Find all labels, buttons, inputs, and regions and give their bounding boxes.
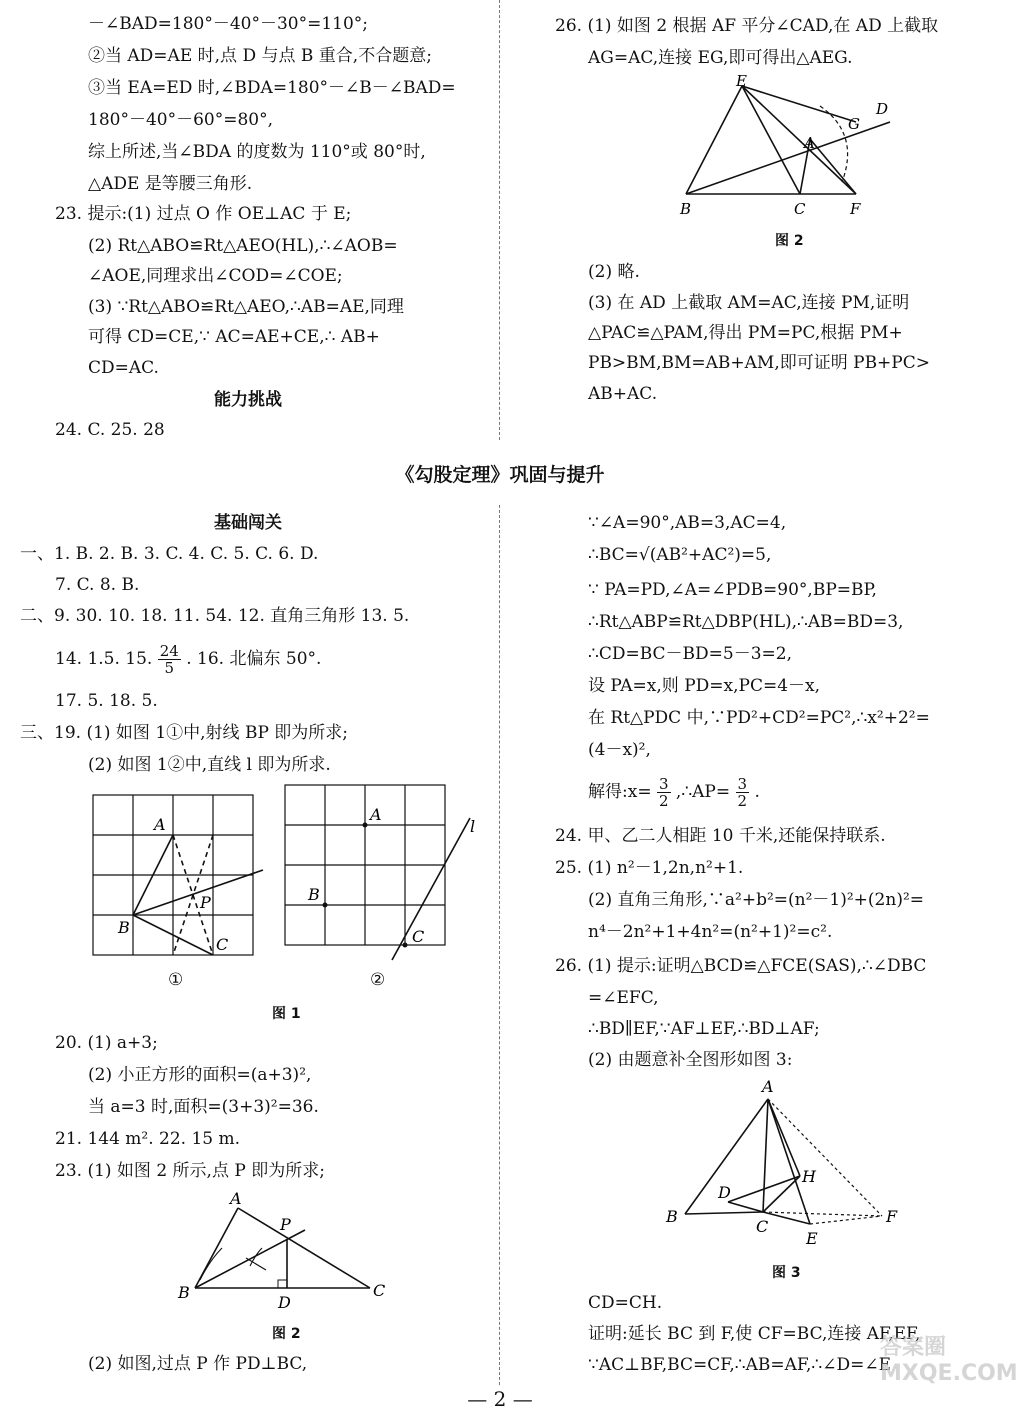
label-A: A [154,815,166,834]
text-line: ∠AOE,同理求出∠COD=∠COE; [88,266,343,286]
solve-text-c: . [754,782,760,802]
text-line: (3) ∵Rt△ABO≌Rt△AEO,∴AB=AE,同理 [88,297,404,317]
text-line: AB+AC. [588,384,658,404]
text-line: －∠BAD=180°－40°－30°=110°; [88,14,369,34]
label-E: E [736,72,747,90]
label-P: P [200,893,211,912]
text-line: ∴Rt△ABP≌Rt△DBP(HL),∴AB=BD=3, [588,612,904,632]
answers-17-18: 17. 5. 18. 5. [55,691,158,711]
ability-answers: 24. C. 25. 28 [55,420,165,440]
text-line: 180°－40°－60°=80°, [88,110,273,130]
question-23: 23. (1) 如图 2 所示,点 P 即为所求; [55,1161,325,1181]
label-G: G [848,115,860,133]
text-line: ∴BD∥EF,∵AF⊥EF,∴BD⊥AF; [588,1019,820,1039]
label-P: P [280,1215,291,1234]
fraction-24-5: $\frac{24}{5}$ [159,642,179,677]
label-F: F [886,1207,898,1226]
question-26-answer: 26. (1) 提示:证明△BCD≌△FCE(SAS),∴∠DBC [555,956,927,976]
answer-16-text: . 16. 北偏东 50°. [186,649,322,669]
answers-section-1: 一、1. B. 2. B. 3. C. 4. C. 5. C. 6. D. [20,544,319,564]
basic-level-title: 基础闯关 [214,513,282,533]
text-line: (3) 在 AD 上截取 AM=AC,连接 PM,证明 [588,293,910,313]
label-C: C [756,1217,769,1236]
section-title: 《勾股定理》巩固与提升 [395,464,605,486]
answers-section-3: 三、19. (1) 如图 1①中,射线 BP 即为所求; [20,723,349,743]
label-A: A [804,134,815,152]
text-line: 当 a=3 时,面积=(3+3)²=36. [88,1097,319,1117]
label-D: D [876,100,889,118]
figure-1-sub-2: ② [370,970,386,990]
question-25-answer: 25. (1) n²－1,2n,n²+1. [555,858,744,878]
text-line: 在 Rt△PDC 中,∵PD²+CD²=PC²,∴x²+2²= [588,708,930,728]
figure-2-bottom-left [170,1188,400,1322]
label-A: A [230,1189,242,1208]
label-F: F [850,200,861,218]
label-D: D [718,1183,731,1202]
fraction-3-2-b: $\frac{3}{2}$ [737,775,748,810]
solve-text-a: 解得:x= [588,782,652,802]
solve-text-b: ,∴AP= [675,782,731,802]
question-20: 20. (1) a+3; [55,1033,158,1053]
text-line: 综上所述,当∠BDA 的度数为 110°或 80°时, [88,142,426,162]
text-line: ∵∠A=90°,AB=3,AC=4, [588,513,787,533]
text-line: (2) 小正方形的面积=(a+3)², [88,1065,312,1085]
figure-1-grid-2 [280,780,490,964]
column-divider-bottom [499,505,500,1385]
label-H: H [802,1167,816,1186]
label-A: A [370,805,382,824]
page-number: — 2 — [467,1387,533,1411]
text-line: (2) Rt△ABO≌Rt△AEO(HL),∴∠AOB= [88,236,398,256]
question-23-hint: 23. 提示:(1) 过点 O 作 OE⊥AC 于 E; [55,204,352,224]
label-C: C [216,935,229,954]
figure-2-caption: 图 2 [775,233,804,249]
text-line: CD=CH. [588,1293,663,1313]
label-C: C [794,200,806,218]
label-B: B [118,918,130,937]
watermark: 答案圈 MXQE.COM [880,1335,1018,1386]
text-line: (2) 直角三角形,∵a²+b²=(n²－1)²+(2n)²= [588,890,925,910]
text-line: (2) 如图 1②中,直线 l 即为所求. [88,755,331,775]
label-B: B [680,200,692,218]
answers-section-2-cont [55,641,321,677]
label-E: E [806,1229,818,1248]
figure-1-caption: 图 1 [272,1006,301,1022]
text-line: ∵AC⊥BF,BC=CF,∴AB=AF,∴∠D=∠E [588,1355,891,1375]
label-C: C [412,927,425,946]
text-line: 可得 CD=CE,∵ AC=AE+CE,∴ AB+ [88,327,380,347]
ability-challenge-title: 能力挑战 [214,390,282,410]
label-B: B [666,1207,678,1226]
text-line: ∵ PA=PD,∠A=∠PDB=90°,BP=BP, [588,580,877,600]
question-24-answer: 24. 甲、乙二人相距 10 千米,还能保持联系. [555,826,886,846]
figure-1-grid-1 [86,790,266,964]
text-line: (2) 由题意补全图形如图 3: [588,1050,793,1070]
text-line: ∴BC=√(AB²+AC²)=5, [588,545,772,565]
text-line: 设 PA=x,则 PD=x,PC=4－x, [588,676,820,696]
label-A: A [762,1077,774,1096]
answer-14-15-text: 14. 1.5. 15. [55,649,153,669]
figure-2-caption-left: 图 2 [272,1326,301,1342]
fraction-3-2: $\frac{3}{2}$ [658,775,669,810]
text-line: ③当 EA=ED 时,∠BDA=180°－∠B－∠BAD= [88,78,456,98]
question-26-line: 26. (1) 如图 2 根据 AF 平分∠CAD,在 AD 上截取 [555,16,939,36]
text-line: ②当 AD=AE 时,点 D 与点 B 重合,不合题意; [88,46,432,66]
answers-21-22: 21. 144 m². 22. 15 m. [55,1129,241,1149]
column-divider-top [499,0,500,440]
text-line: △PAC≌△PAM,得出 PM=PC,根据 PM+ [588,323,903,343]
label-B: B [178,1283,190,1302]
label-B: B [308,885,320,904]
text-line: CD=AC. [88,358,159,378]
figure-1-sub-1: ① [168,970,184,990]
figure-3-caption: 图 3 [772,1265,801,1281]
text-line: AG=AC,连接 EG,即可得出△AEG. [588,48,853,68]
label-D: D [278,1293,291,1312]
text-line: △ADE 是等腰三角形. [88,174,253,194]
figure-2-top-right [670,74,900,228]
label-l: l [470,817,476,836]
figure-3 [660,1074,910,1258]
answers-section-1-cont: 7. C. 8. B. [55,575,140,595]
text-line: (2) 如图,过点 P 作 PD⊥BC, [88,1354,308,1374]
answers-section-2: 二、9. 30. 10. 18. 11. 54. 12. 直角三角形 13. 5. [20,606,410,626]
text-line: =∠EFC, [588,988,659,1008]
text-line: 证明:延长 BC 到 F,使 CF=BC,连接 AF,EF, [588,1324,921,1344]
text-line: n⁴－2n²+1+4n²=(n²+1)²=c². [588,922,833,942]
text-line: ∴CD=BC－BD=5－3=2, [588,644,792,664]
text-line: (4－x)², [588,740,651,760]
label-C: C [373,1281,386,1300]
solve-line [588,774,760,810]
text-line: PB>BM,BM=AB+AM,即可证明 PB+PC> [588,353,930,373]
text-line: (2) 略. [588,262,640,282]
